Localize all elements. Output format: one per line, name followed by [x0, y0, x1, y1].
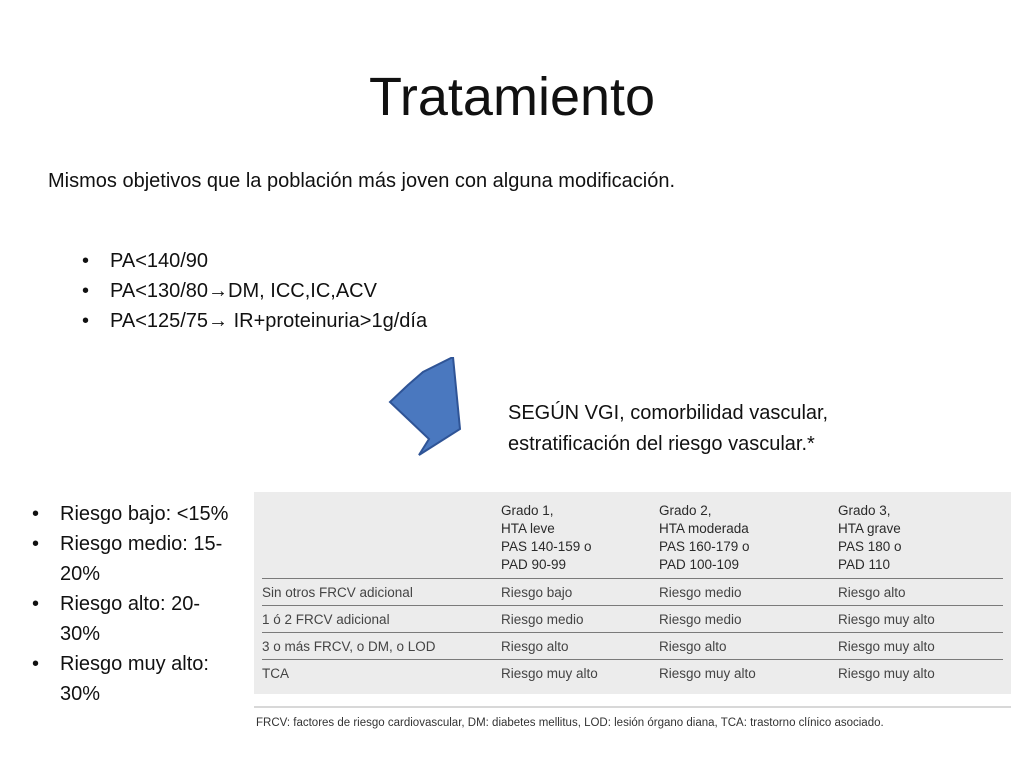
slide-title: Tratamiento [368, 67, 656, 127]
table-cell: 3 o más FRCV, o DM, o LOD [262, 633, 501, 660]
table-header-cell [262, 502, 501, 579]
risk-levels-list [30, 499, 240, 709]
table-cell: Riesgo muy alto [838, 660, 1003, 687]
down-right-arrow-icon [385, 357, 475, 457]
risk-level-item: • Riesgo bajo: <15% [30, 499, 240, 529]
slide-subtitle: Mismos objetivos que la población más joven con alguna modificación. [48, 170, 676, 192]
bp-targets-list [80, 246, 500, 336]
table-cell: Riesgo medio [659, 606, 838, 633]
bp-target-item: • PA<140/90 [80, 246, 500, 276]
table-row [262, 633, 1003, 660]
table-header-row [262, 502, 1003, 579]
table-cell: Riesgo muy alto [838, 606, 1003, 633]
table-footnote: FRCV: factores de riesgo cardiovascular, DM: diabetes mellitus, LOD: lesión órgano diana, TCA: trastorno clínico asociado. [256, 717, 884, 729]
table-header-cell: Grado 3, HTA grave PAS 180 o PAD 110 [838, 503, 902, 572]
table-cell: Riesgo alto [501, 633, 659, 660]
vgi-note: SEGÚN VGI, comorbilidad vascular, estratificación del riesgo vascular.* [508, 402, 829, 455]
divider [254, 706, 1011, 708]
table-cell: TCA [262, 660, 501, 687]
table-cell: Sin otros FRCV adicional [262, 579, 501, 606]
table-cell: 1 ó 2 FRCV adicional [262, 606, 501, 633]
table-cell: Riesgo medio [501, 606, 659, 633]
bp-target-item: • PA<125/75→ IR+proteinuria>1g/día [80, 306, 500, 336]
table-header-cell: Grado 2, HTA moderada PAS 160-179 o PAD 100-109 [659, 503, 750, 572]
risk-stratification-table [262, 502, 1003, 687]
table-cell: Riesgo muy alto [501, 660, 659, 687]
table-row [262, 579, 1003, 606]
risk-level-item: • Riesgo medio: 15-20% [30, 529, 240, 589]
table-header-cell: Grado 1, HTA leve PAS 140-159 o PAD 90-99 [501, 503, 592, 572]
table-cell: Riesgo muy alto [838, 633, 1003, 660]
table-row [262, 660, 1003, 687]
table-cell: Riesgo alto [659, 633, 838, 660]
table-cell: Riesgo medio [659, 579, 838, 606]
bp-target-item: • PA<130/80→DM, ICC,IC,ACV [80, 276, 500, 306]
risk-level-item: • Riesgo muy alto: 30% [30, 649, 240, 709]
risk-stratification-table-figure [254, 492, 1011, 694]
table-row [262, 606, 1003, 633]
risk-level-item: • Riesgo alto: 20-30% [30, 589, 240, 649]
table-cell: Riesgo muy alto [659, 660, 838, 687]
table-cell: Riesgo alto [838, 579, 1003, 606]
table-cell: Riesgo bajo [501, 579, 659, 606]
